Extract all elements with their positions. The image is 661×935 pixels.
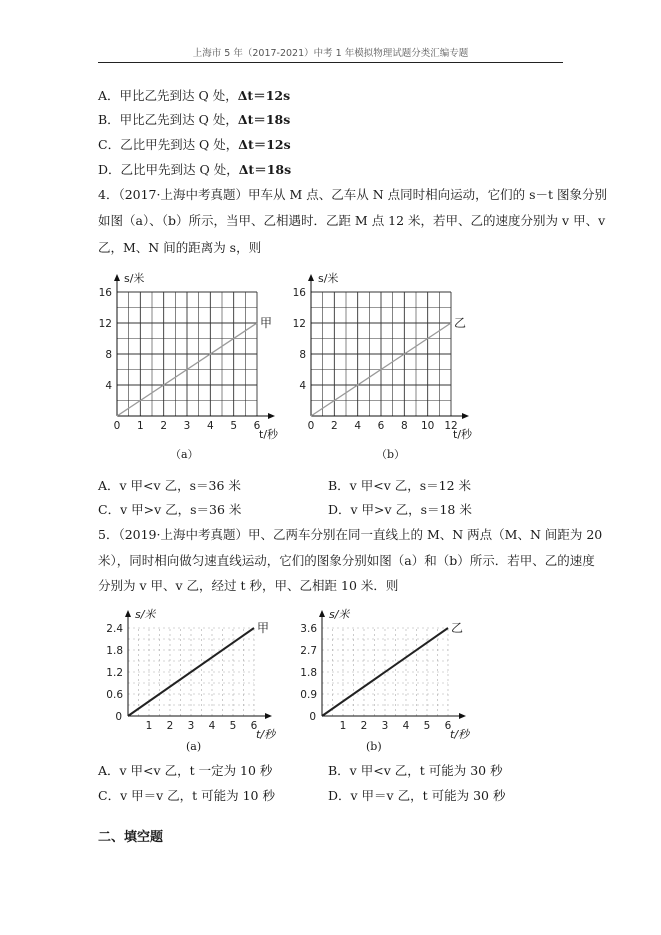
x-tick-label: 1 — [136, 420, 144, 432]
y-tick-label: 3.6 — [300, 623, 317, 635]
x-tick-label: 2 — [330, 420, 338, 432]
series-label: 乙 — [454, 316, 467, 330]
q4-line-2: 如图（a）、（b）所示，当甲、乙相遇时．乙距 M 点 12 米，若甲、乙的速度分别为 v 甲、v — [98, 213, 606, 228]
y-tick-label: 8 — [299, 349, 306, 361]
q4-caption-a: （a） — [170, 448, 199, 461]
q5-caption-a: (a) — [186, 740, 202, 753]
series-line — [128, 628, 254, 716]
series-label: 乙 — [451, 621, 464, 635]
x-tick-label: 6 — [250, 720, 258, 732]
x-tick-label: 4 — [208, 720, 216, 732]
q5-line-3: 分别为 v 甲、v 乙，经过 t 秒，甲、乙相距 10 米．则 — [98, 578, 399, 593]
q5-line-2: 米），同时相向做匀速直线运动，它们的图象分别如图（a）和（b）所示．若甲、乙的速度 — [98, 553, 595, 568]
x-tick-label: 6 — [444, 720, 452, 732]
y-tick-label: 2.4 — [106, 623, 123, 635]
y-tick-label: 16 — [292, 287, 306, 299]
q4-line-1: 4．（2017·上海中考真题）甲车从 M 点、乙车从 N 点同时相向运动，它们的 s－t 图象分别 — [98, 187, 608, 202]
y-tick-label: 4 — [299, 380, 306, 392]
q4-caption-b: （b） — [376, 448, 406, 461]
x-tick-label: 1 — [339, 720, 347, 732]
q5-option-b: B．v 甲<v 乙，t 可能为 30 秒 — [328, 763, 503, 778]
y-axis-arrow — [319, 610, 325, 617]
x-axis-label: t/秒 — [256, 728, 276, 741]
x-tick-label: 0 — [307, 420, 315, 432]
x-tick-label: 12 — [444, 420, 458, 432]
y-axis-arrow — [125, 610, 131, 617]
x-tick-label: 8 — [400, 420, 408, 432]
x-tick-label: 4 — [402, 720, 410, 732]
q5-option-a: A．v 甲<v 乙，t 一定为 10 秒 — [98, 763, 273, 778]
chart-q4-a — [100, 272, 300, 444]
x-tick-label: 6 — [377, 420, 385, 432]
y-axis-label: s/米 — [329, 608, 350, 621]
y-tick-label: 1.8 — [106, 645, 123, 657]
x-tick-label: 3 — [183, 420, 191, 432]
y-tick-label: 0.6 — [106, 689, 123, 701]
q4-line-3: 乙，M、N 间的距离为 s，则 — [98, 240, 262, 255]
x-axis-label: t/秒 — [259, 428, 279, 441]
header-rule — [98, 62, 563, 63]
x-tick-label: 3 — [381, 720, 389, 732]
chart-q4-b — [290, 272, 490, 444]
series-line — [322, 628, 448, 716]
x-tick-label: 0 — [113, 420, 121, 432]
chart-q5-a — [100, 600, 300, 740]
y-axis-label: s/米 — [135, 608, 156, 621]
x-axis-arrow — [268, 413, 275, 419]
q5-option-d: D．v 甲＝v 乙，t 可能为 30 秒 — [328, 788, 506, 803]
q4-option-b: B．v 甲<v 乙，s＝12 米 — [328, 478, 472, 493]
x-axis-arrow — [462, 413, 469, 419]
series-label: 甲 — [260, 316, 273, 330]
y-axis-arrow — [114, 274, 120, 281]
x-axis-label: t/秒 — [450, 728, 470, 741]
y-tick-label: 16 — [98, 287, 112, 299]
y-tick-label: 2.7 — [300, 645, 317, 657]
x-tick-label: 2 — [166, 720, 174, 732]
origin-label: 0 — [309, 711, 316, 723]
y-tick-label: 12 — [98, 318, 112, 330]
y-tick-label: 4 — [105, 380, 112, 392]
x-tick-label: 2 — [360, 720, 368, 732]
x-tick-label: 3 — [187, 720, 195, 732]
q3-option-b: B．甲比乙先到达 Q 处，Δt＝18s — [98, 112, 291, 127]
x-tick-label: 5 — [423, 720, 431, 732]
y-tick-label: 1.8 — [300, 667, 317, 679]
q5-caption-b: (b) — [366, 740, 382, 753]
y-tick-label: 8 — [105, 349, 112, 361]
x-tick-label: 4 — [354, 420, 362, 432]
y-axis-label: s/米 — [318, 272, 339, 285]
y-axis-label: s/米 — [124, 272, 145, 285]
x-axis-arrow — [265, 713, 272, 719]
x-tick-label: 5 — [229, 720, 237, 732]
x-tick-label: 4 — [206, 420, 214, 432]
y-tick-label: 0.9 — [300, 689, 317, 701]
chart-q5-b — [290, 600, 490, 740]
q3-option-c: C．乙比甲先到达 Q 处，Δt＝12s — [98, 137, 291, 152]
q3-option-d: D．乙比甲先到达 Q 处，Δt＝18s — [98, 162, 292, 177]
q4-option-c: C．v 甲>v 乙，s＝36 米 — [98, 502, 242, 517]
x-tick-label: 5 — [230, 420, 238, 432]
q3-option-a: A．甲比乙先到达 Q 处，Δt＝12s — [98, 88, 291, 103]
y-tick-label: 1.2 — [106, 667, 123, 679]
x-tick-label: 6 — [253, 420, 261, 432]
series-label: 甲 — [257, 621, 270, 635]
y-axis-arrow — [308, 274, 314, 281]
q4-option-d: D．v 甲>v 乙，s＝18 米 — [328, 502, 472, 517]
x-axis-label: t/秒 — [453, 428, 473, 441]
page-header: 上海市 5 年（2017-2021）中考 1 年模拟物理试题分类汇编专题 — [192, 48, 469, 59]
origin-label: 0 — [115, 711, 122, 723]
x-axis-arrow — [459, 713, 466, 719]
y-tick-label: 12 — [292, 318, 306, 330]
section-title: 二、填空题 — [98, 830, 164, 845]
q4-option-a: A．v 甲<v 乙，s＝36 米 — [98, 478, 241, 493]
x-tick-label: 10 — [420, 420, 435, 432]
x-tick-label: 1 — [145, 720, 153, 732]
q5-line-1: 5．（2019·上海中考真题）甲、乙两车分别在同一直线上的 M、N 两点（M、N 间距为 20 — [98, 527, 603, 542]
x-tick-label: 2 — [160, 420, 168, 432]
q5-option-c: C．v 甲＝v 乙，t 可能为 10 秒 — [98, 788, 275, 803]
